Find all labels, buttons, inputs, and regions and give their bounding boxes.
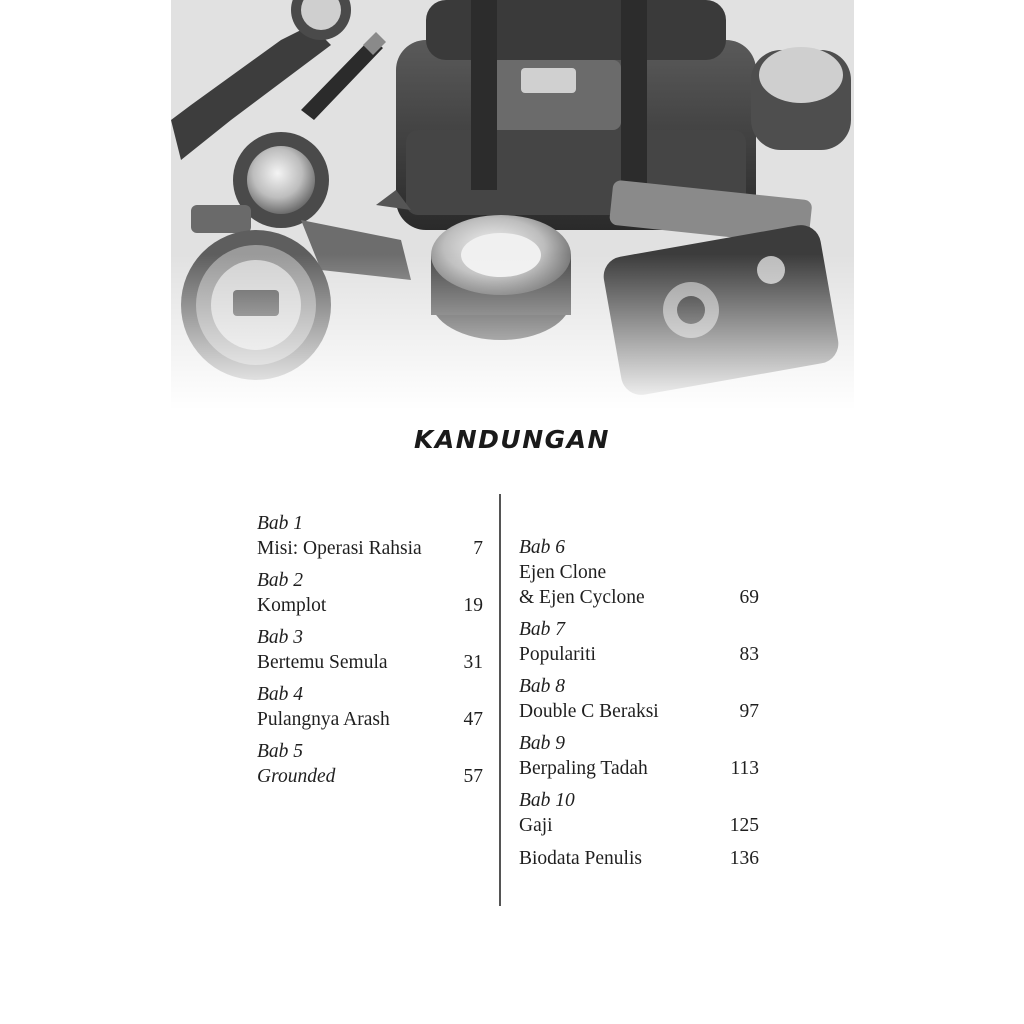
chapter-number: Bab 2 bbox=[257, 570, 304, 591]
chapter-number: Bab 1 bbox=[257, 513, 304, 534]
chapter-title: Berpaling Tadah bbox=[519, 758, 648, 779]
toc-entry[interactable] bbox=[257, 511, 483, 561]
toc-entry[interactable] bbox=[257, 625, 483, 675]
chapter-title: Gaji bbox=[519, 815, 553, 836]
toc-entry[interactable] bbox=[519, 535, 759, 610]
toc-entry[interactable] bbox=[519, 788, 759, 838]
chapter-title: Pulangnya Arash bbox=[257, 709, 390, 730]
chapter-number: Bab 3 bbox=[257, 627, 304, 648]
page-number: 57 bbox=[463, 766, 483, 787]
page-number: 136 bbox=[729, 848, 759, 869]
toc-column-left bbox=[257, 511, 483, 796]
chapter-title: Grounded bbox=[257, 766, 336, 787]
page-number: 19 bbox=[463, 595, 483, 616]
toc-entry[interactable] bbox=[519, 617, 759, 667]
page-number: 47 bbox=[463, 709, 483, 730]
page-number: 83 bbox=[739, 644, 759, 665]
page-number: 113 bbox=[730, 758, 759, 779]
page-number: 97 bbox=[739, 701, 759, 722]
chapter-number: Bab 4 bbox=[257, 684, 304, 705]
page-number: 7 bbox=[473, 538, 483, 559]
chapter-number: Bab 9 bbox=[519, 733, 566, 754]
chapter-title: Ejen Clone bbox=[519, 562, 607, 583]
chapter-title: Misi: Operasi Rahsia bbox=[257, 538, 422, 559]
chapter-title-continued: & Ejen Cyclone bbox=[519, 587, 645, 608]
page-title: KANDUNGAN bbox=[414, 425, 610, 454]
page-number: 31 bbox=[463, 652, 483, 673]
chapter-title: Double C Beraksi bbox=[519, 701, 659, 722]
toc-entry[interactable] bbox=[257, 682, 483, 732]
toc-entry[interactable] bbox=[257, 739, 483, 789]
toc-entry[interactable] bbox=[519, 674, 759, 724]
chapter-title: Bertemu Semula bbox=[257, 652, 388, 673]
toc-column-right bbox=[519, 535, 759, 878]
chapter-number: Bab 5 bbox=[257, 741, 304, 762]
chapter-number: Bab 10 bbox=[519, 790, 575, 811]
chapter-number: Bab 8 bbox=[519, 676, 566, 697]
spy-gadgets-illustration bbox=[171, 0, 854, 410]
section-title: Biodata Penulis bbox=[519, 848, 642, 869]
column-divider bbox=[499, 494, 501, 906]
toc-entry[interactable] bbox=[519, 731, 759, 781]
toc-entry[interactable] bbox=[257, 568, 483, 618]
chapter-number: Bab 7 bbox=[519, 619, 566, 640]
chapter-title: Populariti bbox=[519, 644, 596, 665]
page-number: 125 bbox=[729, 815, 759, 836]
page-number: 69 bbox=[739, 587, 759, 608]
chapter-number: Bab 6 bbox=[519, 537, 566, 558]
toc-entry-biodata[interactable] bbox=[519, 846, 759, 871]
chapter-title: Komplot bbox=[257, 595, 327, 616]
